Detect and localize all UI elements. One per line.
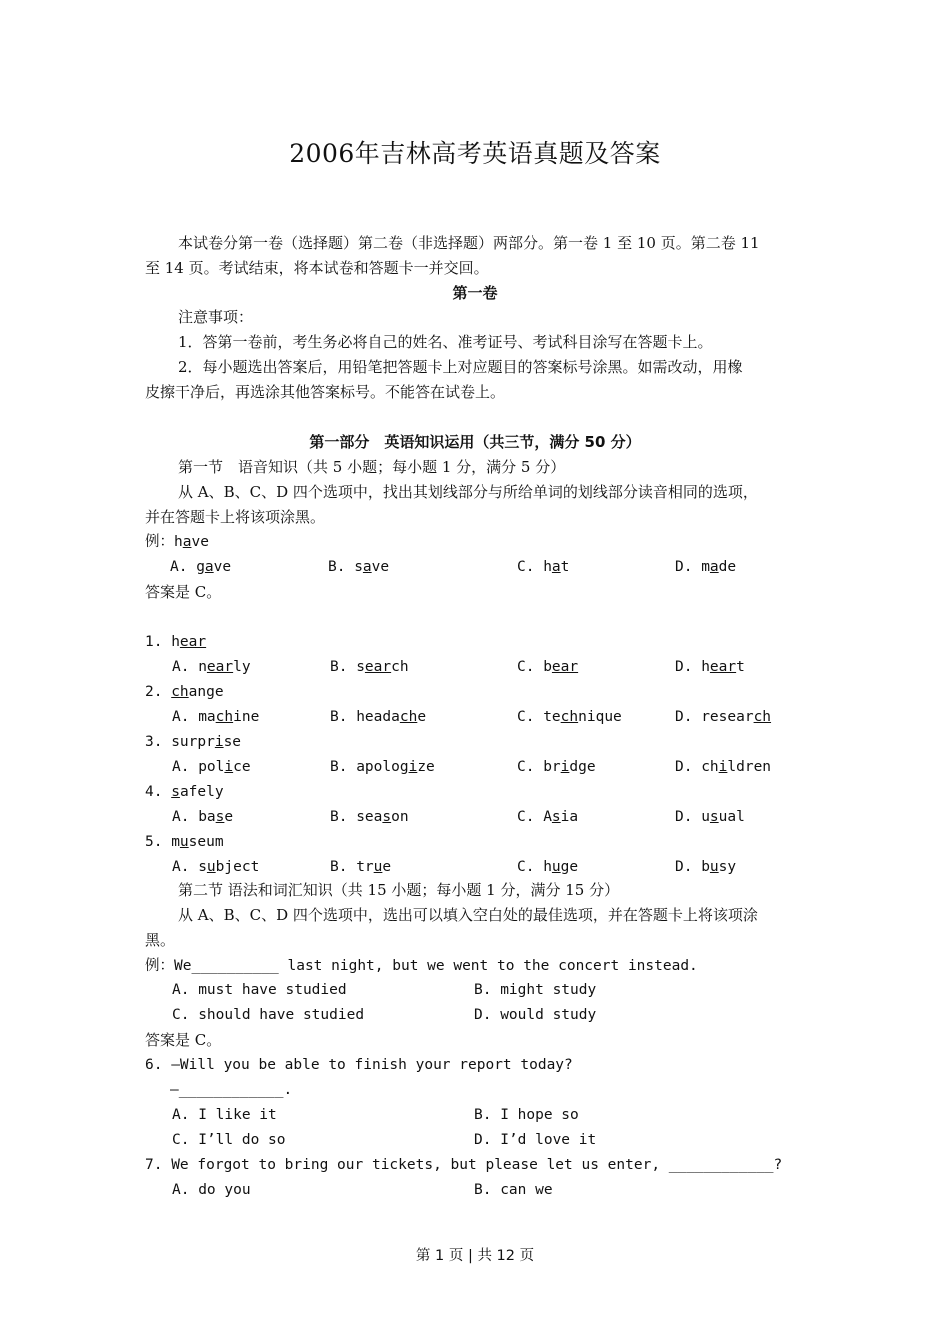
document-page: 2006年吉林高考英语真题及答案 本试卷分第一卷（选择题）第二卷（非选择题）两部分。第一卷 1 至 10 页。第二卷 11 至 14 页。考试结束，将本试卷和答题卡一并交回。 第一卷 注意事项： 1．答第一卷前，考生务必将自己的姓名、准考证号、考试科目涂写在答题卡上。 2．每小题选出答案后，用铅笔把答题卡上对应题目的答案标号涂黑。如需改动，用橡 皮擦干净后，再选涂其他答案标号。不能答在试卷上。 第一部分 英语知识运用（共三节，满分 50 分） 第一节 语音知识（共 5 小题；每小题 1 分，满分 5 分） 从 A、B、C、D 四个选项中，找出其划线部分与所给单词的划线部分读音相同的选项， 并在答题卡上将该项涂黑。 例：have A. gave B. save C. hat D. made 答案是 C。 1. hear A. nearly B. search C. bear D. heart 2. change A. machine B. headache C. technique D. research 3. surprise A. police B. apologize C. bridge D. children 4. safely A. base B. season C. Asia D. usual 5. museum A. subject B. true C. huge D. busy 第二节 语法和词汇知识（共 15 小题；每小题 1 分，满分 15 分） 从 A、B、C、D 四个选项中，选出可以填入空白处的最佳选项，并在答题卡上将该项涂 黑。 例：We__________ last night, but we went to the concert instead. A. must have studied B. might study C. should have studied D. would study 答案是 C。 6. —Will you be able to finish your report today? —____________. A. I like it B. I hope so C. I’ll do so D. I’d love it 7. We forgot to bring our tickets, but please let us enter, ____________? A. do you B. can we 第 1 页 | 共 12 页 <box>0 0 950 1344</box>
question-7-option-b: B. can we <box>474 1182 553 1198</box>
question-1-option-c: C. bear <box>517 659 579 675</box>
intro-line-2: 至 14 页。考试结束，将本试卷和答题卡一并交回。 <box>145 259 489 277</box>
question-2-stem: 2. change <box>145 684 224 700</box>
question-5-option-b: B. true <box>330 859 392 875</box>
grammar-example-option-b: B. might study <box>474 982 597 998</box>
question-2-option-b: B. headache <box>330 709 427 725</box>
question-5-option-d: D. busy <box>675 859 737 875</box>
question-1-option-d: D. heart <box>675 659 745 675</box>
page-footer: 第 1 页 | 共 12 页 <box>415 1248 535 1264</box>
question-2-option-c: C. technique <box>517 709 622 725</box>
question-6-option-b: B. I hope so <box>474 1107 579 1123</box>
notes-heading: 注意事项： <box>178 308 254 326</box>
note-2-line-2: 皮擦干净后，再选涂其他答案标号。不能答在试卷上。 <box>145 383 506 401</box>
section-one-instruction-1: 从 A、B、C、D 四个选项中，找出其划线部分与所给单词的划线部分读音相同的选项， <box>178 483 758 501</box>
question-1-option-b: B. search <box>330 659 409 675</box>
grammar-example-option-a: A. must have studied <box>172 982 347 998</box>
question-6-option-d: D. I’d love it <box>474 1132 597 1148</box>
question-3-option-a: A. police <box>172 759 251 775</box>
section-two-heading: 第二节 语法和词汇知识（共 15 小题；每小题 1 分，满分 15 分） <box>178 881 620 899</box>
part-one-heading: 第一部分 英语知识运用（共三节，满分 50 分） <box>309 433 641 451</box>
question-7-stem: 7. We forgot to bring our tickets, but please let us enter, ____________? <box>145 1157 783 1173</box>
example-question: 例：have <box>145 534 209 550</box>
question-6-option-c: C. I’ll do so <box>172 1132 286 1148</box>
note-1: 1．答第一卷前，考生务必将自己的姓名、准考证号、考试科目涂写在答题卡上。 <box>178 333 713 351</box>
grammar-example-answer: 答案是 C。 <box>145 1031 222 1049</box>
section-two-instruction-1: 从 A、B、C、D 四个选项中，选出可以填入空白处的最佳选项，并在答题卡上将该项涂 <box>178 906 758 924</box>
question-3-option-b: B. apologize <box>330 759 435 775</box>
example-answer: 答案是 C。 <box>145 583 222 601</box>
section-one-instruction-2: 并在答题卡上将该项涂黑。 <box>145 508 326 526</box>
question-4-option-a: A. base <box>172 809 234 825</box>
question-3-option-c: C. bridge <box>517 759 596 775</box>
document-title: 2006年吉林高考英语真题及答案 <box>289 139 661 168</box>
question-4-option-d: D. usual <box>675 809 745 825</box>
grammar-example-option-c: C. should have studied <box>172 1007 365 1023</box>
question-3-option-d: D. children <box>675 759 772 775</box>
intro-line-1: 本试卷分第一卷（选择题）第二卷（非选择题）两部分。第一卷 1 至 10 页。第二卷 11 <box>178 234 760 252</box>
question-4-stem: 4. safely <box>145 784 224 800</box>
section-one-heading: 第一节 语音知识（共 5 小题；每小题 1 分，满分 5 分） <box>178 458 566 476</box>
note-2-line-1: 2．每小题选出答案后，用铅笔把答题卡上对应题目的答案标号涂黑。如需改动，用橡 <box>178 358 743 376</box>
question-6-stem: 6. —Will you be able to finish your report today? <box>145 1057 573 1073</box>
question-2-option-d: D. research <box>675 709 772 725</box>
question-5-stem: 5. museum <box>145 834 224 850</box>
grammar-example-option-d: D. would study <box>474 1007 597 1023</box>
question-2-option-a: A. machine <box>172 709 260 725</box>
question-6-reply: —____________. <box>170 1082 293 1098</box>
question-4-option-c: C. Asia <box>517 809 579 825</box>
question-1-option-a: A. nearly <box>172 659 251 675</box>
question-1-stem: 1. hear <box>145 634 207 650</box>
question-3-stem: 3. surprise <box>145 734 242 750</box>
section-two-instruction-2: 黑。 <box>145 931 176 949</box>
question-4-option-b: B. season <box>330 809 409 825</box>
question-5-option-c: C. huge <box>517 859 579 875</box>
question-6-option-a: A. I like it <box>172 1107 277 1123</box>
question-5-option-a: A. subject <box>172 859 260 875</box>
volume-heading: 第一卷 <box>452 284 498 302</box>
question-7-option-a: A. do you <box>172 1182 251 1198</box>
grammar-example-question: 例：We__________ last night, but we went to the concert instead. <box>145 958 698 974</box>
